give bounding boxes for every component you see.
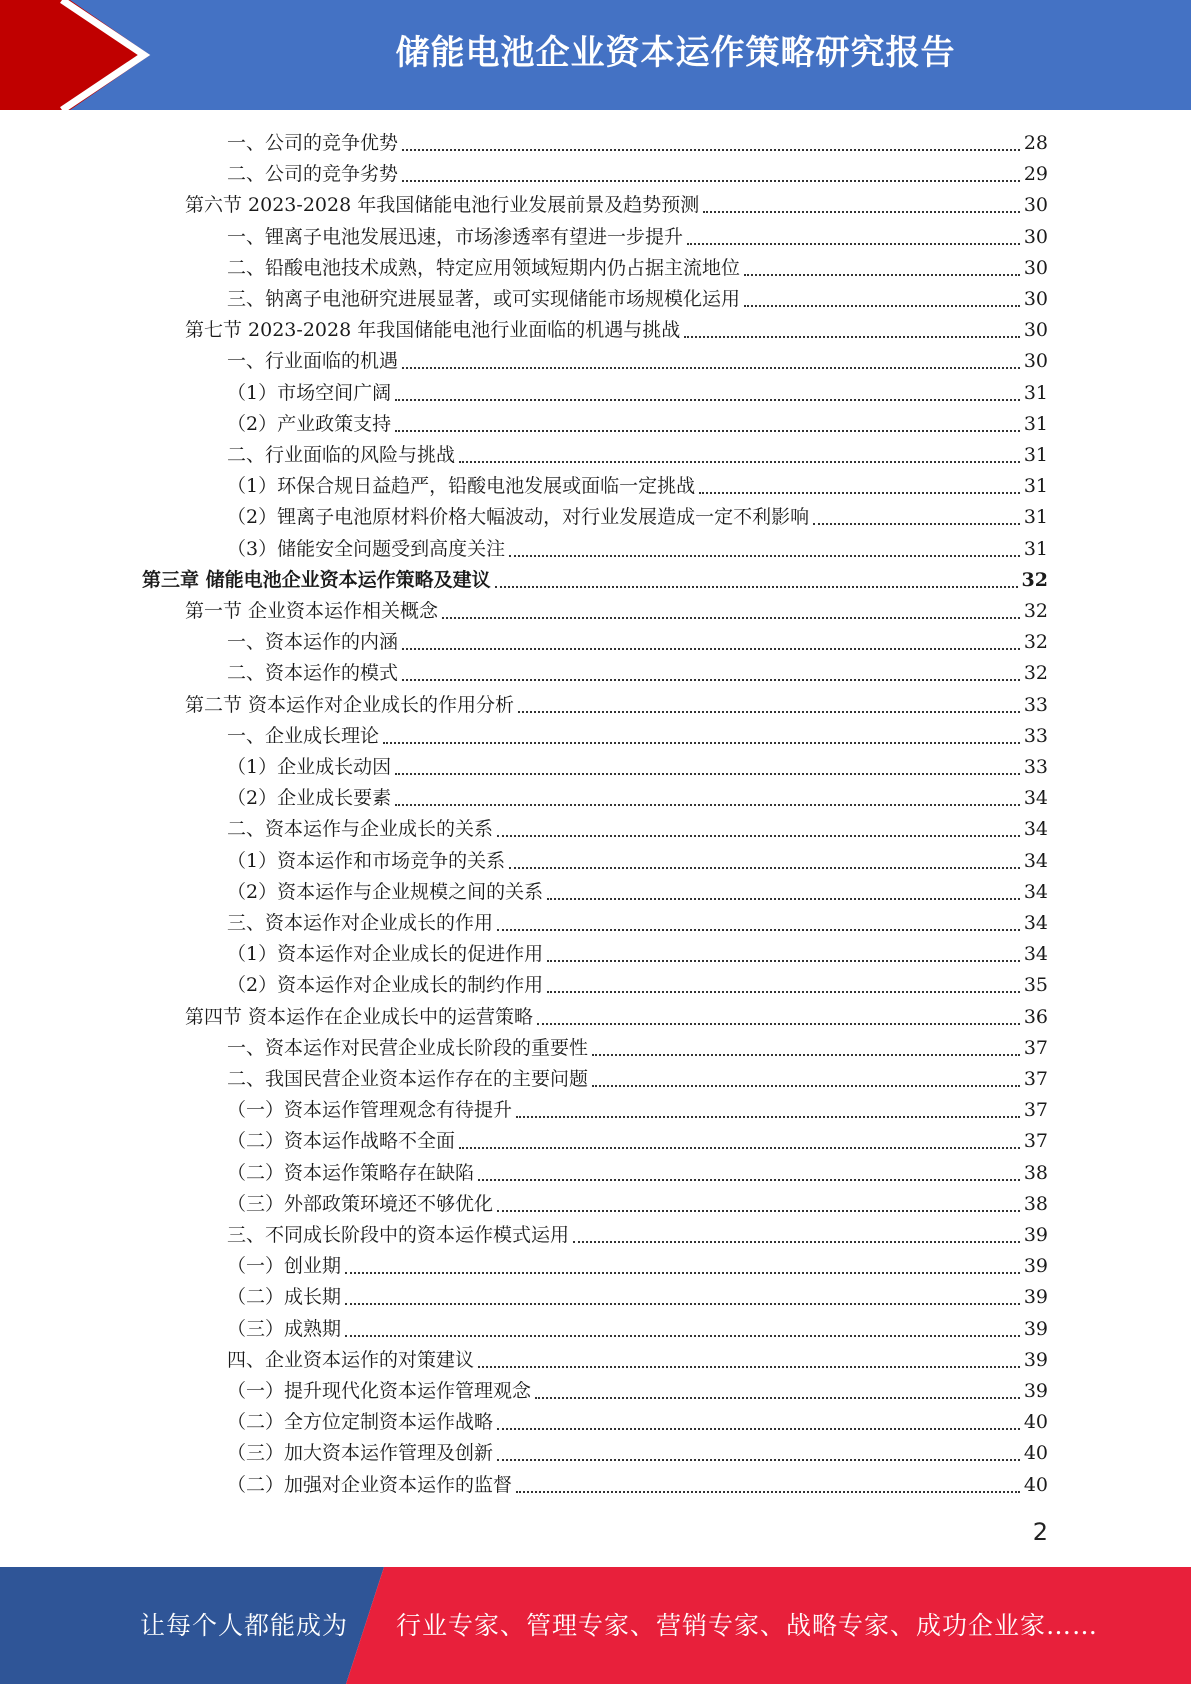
toc-entry[interactable] [227, 814, 1048, 845]
toc-entry-page: 31 [1023, 506, 1048, 529]
toc-entry-title: 一、资本运作的内涵 [227, 631, 399, 654]
toc-leader-dots [687, 243, 1020, 245]
toc-entry[interactable] [227, 1376, 1048, 1407]
toc-entry-page: 37 [1023, 1036, 1048, 1059]
toc-entry[interactable] [227, 627, 1048, 658]
toc-entry-page: 39 [1023, 1224, 1048, 1246]
page-footer [0, 1567, 1191, 1684]
toc-entry-title: （3）储能安全问题受到高度关注 [227, 537, 506, 560]
toc-entry[interactable] [227, 1438, 1048, 1469]
toc-entry-title: （2）企业成长要素 [227, 787, 392, 810]
toc-leader-dots [703, 211, 1020, 213]
toc-leader-dots [509, 555, 1020, 557]
toc-entry-title: （一）创业期 [227, 1255, 342, 1278]
toc-leader-dots [744, 274, 1020, 276]
toc-entry[interactable] [227, 1470, 1048, 1501]
toc-entry-page: 38 [1023, 1192, 1048, 1215]
toc-entry-title: 一、锂离子电池发展迅速，市场渗透率有望进一步提升 [227, 225, 684, 248]
toc-entry-page: 40 [1023, 1442, 1048, 1465]
toc-entry-page: 30 [1023, 319, 1048, 342]
toc-entry-title: （二）全方位定制资本运作战略 [227, 1411, 494, 1434]
toc-entry-title: 三、资本运作对企业成长的作用 [227, 912, 494, 934]
toc-entry-title: 二、铅酸电池技术成熟，特定应用领域短期内仍占据主流地位 [227, 256, 741, 279]
toc-entry-page: 34 [1023, 880, 1048, 903]
toc-entry[interactable] [227, 409, 1048, 440]
toc-leader-dots [395, 804, 1020, 806]
toc-entry-title: （二）资本运作策略存在缺陷 [227, 1161, 475, 1184]
toc-entry[interactable] [227, 1314, 1048, 1345]
toc-entry-page: 32 [1023, 631, 1048, 654]
toc-leader-dots [684, 336, 1020, 338]
toc-entry-page: 38 [1023, 1161, 1048, 1184]
toc-leader-dots [459, 461, 1020, 463]
toc-leader-dots [402, 367, 1020, 369]
toc-leader-dots [516, 1491, 1020, 1493]
toc-entry[interactable] [227, 346, 1048, 377]
toc-entry-title: 二、行业面临的风险与挑战 [227, 444, 456, 466]
toc-entry-title: 四、企业资本运作的对策建议 [227, 1348, 475, 1371]
toc-entry[interactable] [185, 1002, 1048, 1033]
toc-leader-dots [592, 1054, 1020, 1056]
toc-entry[interactable] [227, 846, 1048, 877]
toc-entry[interactable] [227, 534, 1048, 565]
toc-entry-page: 34 [1023, 912, 1048, 934]
toc-entry-title: （1）资本运作和市场竞争的关系 [227, 849, 506, 872]
toc-entry-title: （二）成长期 [227, 1286, 342, 1309]
footer-slogan-right: 行业专家、管理专家、营销专家、战略专家、成功企业家…… [396, 1611, 1099, 1640]
toc-entry-page: 31 [1023, 381, 1048, 404]
toc-entry-title: （一）资本运作管理观念有待提升 [227, 1099, 513, 1122]
toc-entry[interactable] [227, 440, 1048, 471]
toc-entry-page: 39 [1023, 1286, 1048, 1309]
toc-entry-page: 35 [1023, 974, 1048, 997]
toc-entry[interactable] [227, 159, 1048, 190]
toc-entry[interactable] [227, 1126, 1048, 1157]
toc-leader-dots [744, 305, 1020, 307]
toc-entry-title: （三）成熟期 [227, 1317, 342, 1340]
toc-leader-dots [395, 399, 1020, 401]
report-title: 储能电池企业资本运作策略研究报告 [395, 33, 956, 73]
toc-leader-dots [509, 867, 1020, 869]
toc-leader-dots [495, 586, 1018, 588]
toc-entry-page: 39 [1023, 1317, 1048, 1340]
toc-entry[interactable] [227, 1158, 1048, 1189]
toc-entry-page: 39 [1023, 1380, 1048, 1402]
footer-slogan-left: 让每个人都能成为 [140, 1611, 349, 1640]
toc-leader-dots [402, 180, 1020, 182]
toc-entry-title: （2）锂离子电池原材料价格大幅波动，对行业发展造成一定不利影响 [227, 506, 810, 529]
toc-leader-dots [497, 1210, 1020, 1212]
toc-leader-dots [345, 1335, 1020, 1337]
toc-entry-title: 第三章 储能电池企业资本运作策略及建议 [142, 568, 491, 591]
toc-leader-dots [402, 648, 1020, 650]
toc-entry[interactable] [185, 596, 1048, 627]
toc-entry[interactable] [227, 378, 1048, 409]
toc-entry[interactable] [227, 253, 1048, 284]
toc-entry-page: 31 [1023, 537, 1048, 560]
toc-entry-title: （2）产业政策支持 [227, 412, 392, 435]
toc-leader-dots [395, 430, 1020, 432]
toc-entry-title: （2）资本运作与企业规模之间的关系 [227, 880, 544, 903]
toc-entry-title: 第二节 资本运作对企业成长的作用分析 [185, 693, 515, 716]
toc-entry-title: 一、公司的竞争优势 [227, 132, 399, 154]
toc-leader-dots [459, 1147, 1020, 1149]
toc-leader-dots [573, 1241, 1020, 1243]
toc-leader-dots [402, 679, 1020, 681]
toc-entry-title: （1）资本运作对企业成长的促进作用 [227, 943, 544, 966]
toc-leader-dots [383, 742, 1020, 744]
toc-entry[interactable] [227, 502, 1048, 533]
toc-entry-title: （2）资本运作对企业成长的制约作用 [227, 974, 544, 997]
toc-entry-page: 40 [1023, 1411, 1048, 1434]
toc-entry[interactable] [227, 908, 1048, 939]
toc-entry-title: 一、行业面临的机遇 [227, 350, 399, 373]
toc-entry-title: （三）加大资本运作管理及创新 [227, 1442, 494, 1465]
toc-entry-page: 40 [1023, 1473, 1048, 1496]
toc-leader-dots [345, 1303, 1020, 1305]
toc-entry-page: 32 [1023, 600, 1048, 622]
toc-entry-page: 30 [1023, 288, 1048, 310]
toc-entry-page: 30 [1023, 225, 1048, 248]
toc-entry-title: 第六节 2023-2028 年我国储能电池行业发展前景及趋势预测 [185, 194, 700, 217]
toc-entry-page: 33 [1023, 756, 1048, 778]
toc-leader-dots [442, 617, 1020, 619]
toc-entry[interactable] [227, 1345, 1048, 1376]
toc-entry-title: 第四节 资本运作在企业成长中的运营策略 [185, 1005, 534, 1028]
toc-leader-dots [516, 1116, 1020, 1118]
toc-entry-title: 一、企业成长理论 [227, 724, 380, 747]
toc-entry-page: 33 [1023, 693, 1048, 716]
toc-entry-page: 30 [1023, 194, 1048, 217]
toc-leader-dots [497, 929, 1020, 931]
toc-leader-dots [402, 149, 1020, 151]
toc-entry[interactable] [227, 1064, 1048, 1095]
toc-leader-dots [395, 773, 1020, 775]
toc-entry-page: 34 [1023, 818, 1048, 841]
toc-entry-page: 32 [1023, 662, 1048, 685]
toc-entry-page: 34 [1023, 849, 1048, 872]
toc-entry-title: 二、资本运作的模式 [227, 662, 399, 685]
toc-entry-page: 32 [1021, 568, 1048, 591]
toc-entry-page: 30 [1023, 350, 1048, 373]
toc-leader-dots [518, 711, 1020, 713]
toc-leader-dots [497, 835, 1020, 837]
toc-entry-title: 第七节 2023-2028 年我国储能电池行业面临的机遇与挑战 [185, 319, 681, 342]
toc-entry-page: 28 [1023, 132, 1048, 154]
toc-entry[interactable] [227, 721, 1048, 752]
toc-entry-title: 一、资本运作对民营企业成长阶段的重要性 [227, 1036, 589, 1059]
toc-entry[interactable] [185, 690, 1048, 721]
toc-entry[interactable] [142, 565, 1048, 596]
toc-entry-title: 二、公司的竞争劣势 [227, 163, 399, 186]
toc-leader-dots [547, 991, 1020, 993]
toc-entry-title: 第一节 企业资本运作相关概念 [185, 600, 439, 622]
toc-entry-page: 34 [1023, 943, 1048, 966]
toc-entry[interactable] [227, 970, 1048, 1001]
toc-entry[interactable] [227, 658, 1048, 689]
toc-entry[interactable] [227, 471, 1048, 502]
toc-entry-title: （三）外部政策环境还不够优化 [227, 1192, 494, 1215]
toc-entry[interactable] [185, 190, 1048, 221]
toc-entry-page: 34 [1023, 787, 1048, 810]
toc-entry[interactable] [227, 1282, 1048, 1313]
toc-leader-dots [478, 1179, 1020, 1181]
toc-leader-dots [497, 1428, 1020, 1430]
toc-entry[interactable] [227, 1189, 1048, 1220]
toc-entry-title: 二、资本运作与企业成长的关系 [227, 818, 494, 841]
toc-leader-dots [547, 898, 1020, 900]
toc-leader-dots [592, 1085, 1020, 1087]
toc-leader-dots [345, 1272, 1020, 1274]
toc-entry-page: 31 [1023, 412, 1048, 435]
toc-entry[interactable] [227, 939, 1048, 970]
toc-entry[interactable] [227, 1033, 1048, 1064]
toc-entry[interactable] [227, 783, 1048, 814]
toc-entry-title: （二）加强对企业资本运作的监督 [227, 1473, 513, 1496]
toc-entry[interactable] [227, 1095, 1048, 1126]
toc-entry-page: 29 [1023, 163, 1048, 186]
toc-entry-page: 36 [1023, 1005, 1048, 1028]
toc-entry-page: 39 [1023, 1255, 1048, 1278]
toc-entry-page: 33 [1023, 724, 1048, 747]
toc-entry-title: 三、钠离子电池研究进展显著，或可实现储能市场规模化运用 [227, 288, 741, 310]
toc-entry-page: 37 [1023, 1130, 1048, 1153]
toc-entry-title: 二、我国民营企业资本运作存在的主要问题 [227, 1068, 589, 1090]
toc-entry-page: 30 [1023, 256, 1048, 279]
page-number: 2 [1032, 1518, 1048, 1546]
toc-entry[interactable] [185, 315, 1048, 346]
toc-leader-dots [497, 1459, 1020, 1461]
toc-leader-dots [547, 960, 1020, 962]
toc-entry-title: （二）资本运作战略不全面 [227, 1130, 456, 1153]
toc-entry[interactable] [227, 128, 1048, 159]
toc-entry-page: 37 [1023, 1099, 1048, 1122]
toc-entry[interactable] [227, 284, 1048, 315]
toc-entry-title: （1）环保合规日益趋严，铅酸电池发展或面临一定挑战 [227, 475, 696, 498]
toc-entry-page: 37 [1023, 1068, 1048, 1090]
toc-leader-dots [535, 1397, 1020, 1399]
toc-entry-title: （一）提升现代化资本运作管理观念 [227, 1380, 532, 1402]
toc-entry-title: （1）市场空间广阔 [227, 381, 392, 404]
toc-entry[interactable] [227, 1407, 1048, 1438]
toc-entry[interactable] [227, 1251, 1048, 1282]
toc-entry[interactable] [227, 222, 1048, 253]
toc-entry-page: 31 [1023, 444, 1048, 466]
toc-leader-dots [813, 523, 1020, 525]
toc-leader-dots [699, 492, 1020, 494]
toc-entry-page: 31 [1023, 475, 1048, 498]
toc-entry-page: 39 [1023, 1348, 1048, 1371]
toc-entry-title: （1）企业成长动因 [227, 756, 392, 778]
toc-entry[interactable] [227, 752, 1048, 783]
toc-entry[interactable] [227, 877, 1048, 908]
toc-entry[interactable] [227, 1220, 1048, 1251]
toc-entry-title: 三、不同成长阶段中的资本运作模式运用 [227, 1224, 570, 1246]
toc-leader-dots [537, 1023, 1020, 1025]
page-header [0, 0, 1191, 110]
toc-leader-dots [478, 1366, 1020, 1368]
